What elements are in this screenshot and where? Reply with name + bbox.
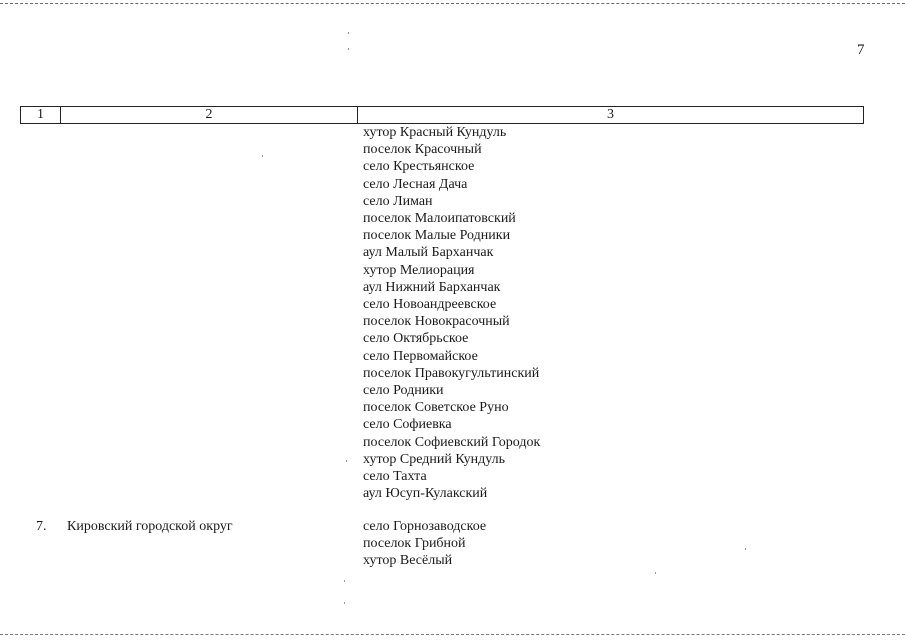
settlement-item: село Горнозаводское: [363, 519, 487, 534]
district-number: 7.: [36, 519, 47, 534]
settlement-item: поселок Малые Родники: [363, 228, 511, 244]
scan-speck: [344, 602, 345, 604]
scan-bottom-edge-line: [0, 634, 905, 635]
settlement-item: село Тахта: [363, 469, 427, 485]
scan-speck: [348, 32, 349, 34]
settlement-item: село Родники: [363, 383, 444, 399]
settlement-item: поселок Софиевский Городок: [363, 434, 541, 450]
settlement-item: поселок Красочный: [363, 142, 482, 158]
settlement-item: село Новоандреевское: [363, 297, 497, 313]
scan-speck: [262, 155, 263, 157]
table-header-col-3: 3: [607, 107, 614, 122]
settlement-item: село Лесная Дача: [363, 176, 468, 192]
settlement-item: хутор Мелиорация: [363, 262, 475, 278]
settlement-item: поселок Правокугультинский: [363, 365, 540, 381]
settlement-item: село Софиевка: [363, 417, 452, 433]
scan-speck: [348, 48, 349, 50]
settlement-item: село Лиман: [363, 193, 433, 209]
settlement-item: аул Нижний Барханчак: [363, 279, 501, 295]
settlement-item: аул Малый Барханчак: [363, 245, 494, 261]
scan-top-edge-line: [0, 3, 905, 4]
settlement-item: село Первомайское: [363, 348, 478, 364]
district-7-settlement-list: [363, 518, 486, 570]
settlement-item: хутор Средний Кундуль: [363, 451, 506, 467]
settlement-item: поселок Советское Руно: [363, 400, 509, 416]
settlement-item: хутор Весёлый: [363, 553, 453, 569]
scan-speck: [745, 548, 746, 550]
table-header-col-1: 1: [21, 107, 61, 123]
table-header-row: [20, 106, 864, 124]
settlement-item: хутор Красный Кундуль: [363, 125, 507, 140]
settlement-item: поселок Грибной: [363, 536, 466, 552]
settlement-item: село Крестьянское: [363, 159, 475, 175]
scan-speck: [655, 572, 656, 574]
scan-speck: [346, 460, 347, 462]
scan-speck: [344, 580, 345, 582]
table-header-col-2: 2: [61, 107, 358, 123]
settlement-item: село Октябрьское: [363, 331, 469, 347]
settlement-item: аул Юсуп-Кулакский: [363, 486, 488, 502]
page-number: 7: [857, 42, 865, 58]
district-name: Кировский городской округ: [67, 519, 233, 534]
continued-settlement-list: [363, 124, 540, 502]
settlement-item: поселок Малоипатовский: [363, 211, 516, 227]
settlement-item: поселок Новокрасочный: [363, 314, 510, 330]
